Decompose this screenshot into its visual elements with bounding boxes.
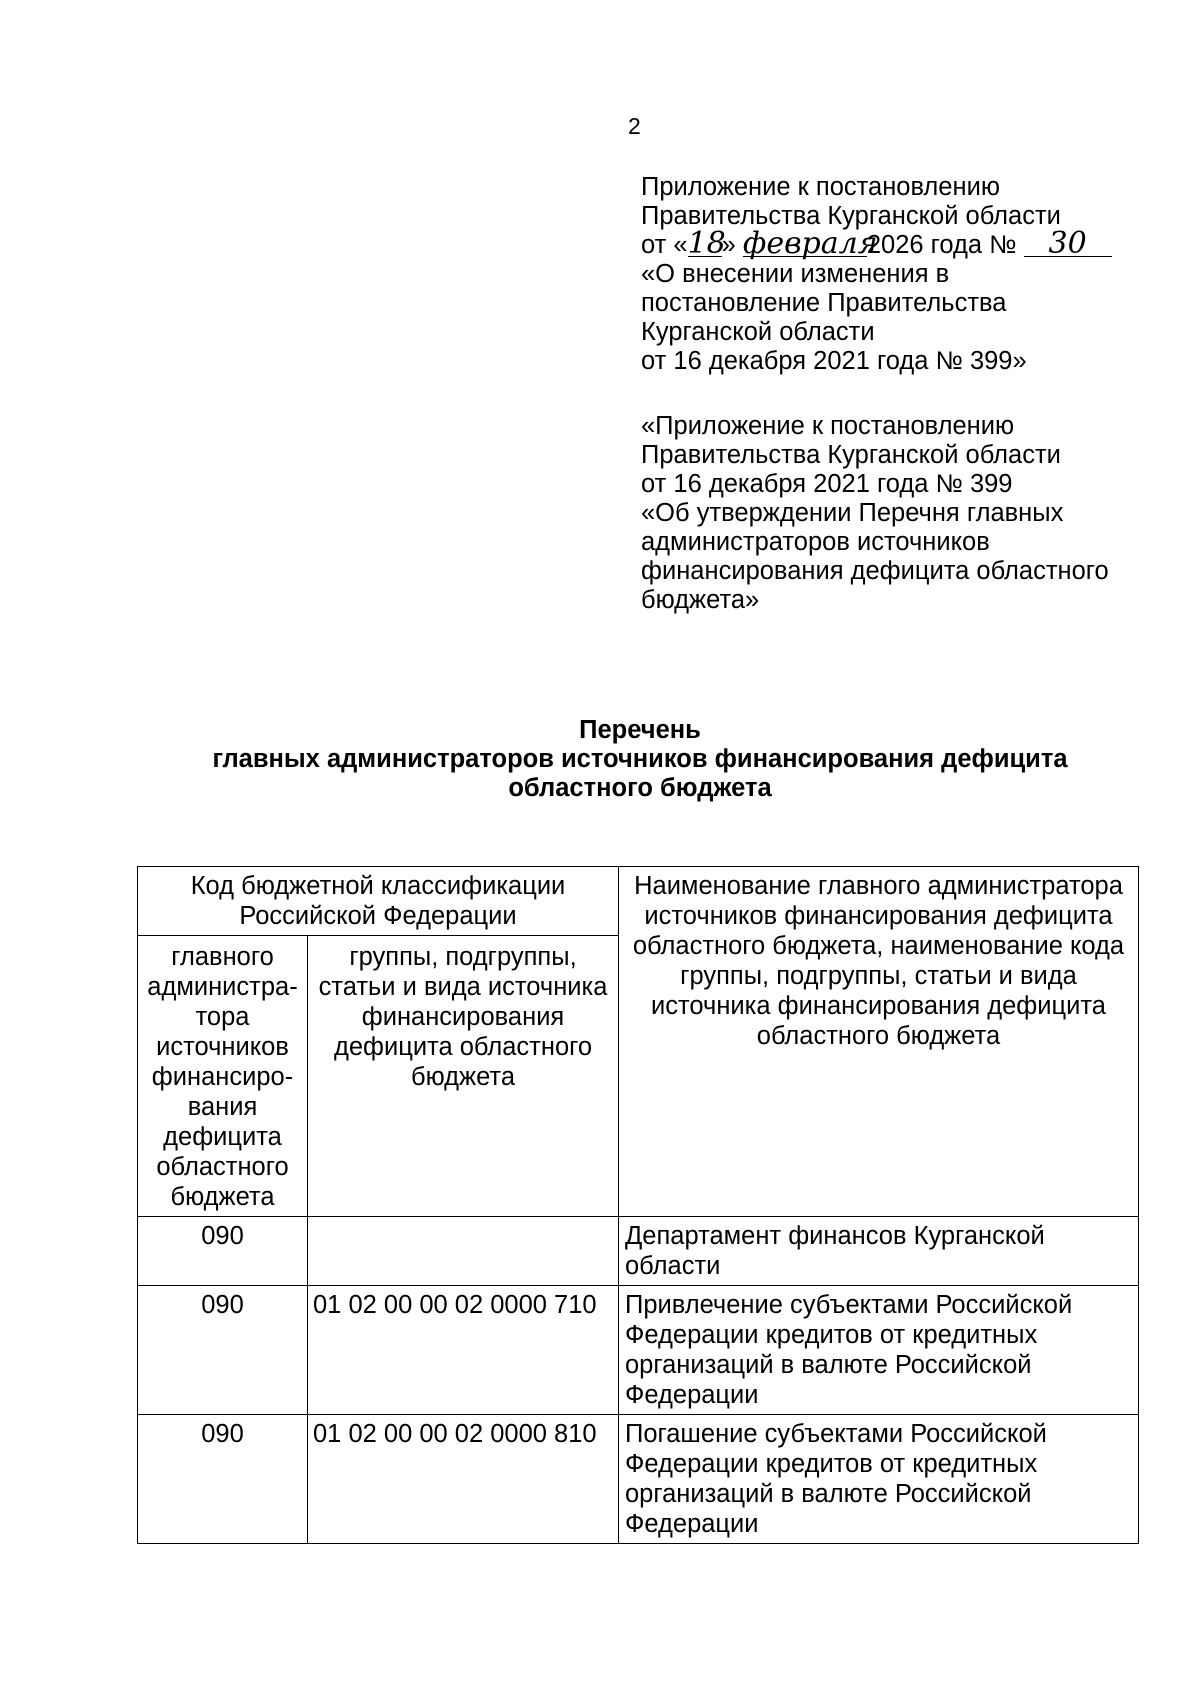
header-line: источника финансирования дефицита [651, 992, 1106, 1020]
name-line: Федерации [625, 1381, 759, 1409]
header-line: Наименование главного администратора [634, 872, 1123, 900]
table-row [138, 1217, 1139, 1286]
name-line: Федерации [625, 1510, 759, 1538]
appendix-line: от 16 декабря 2021 года № 399» [641, 347, 1027, 375]
header-code-group [138, 867, 619, 936]
header-line: областного [156, 1153, 289, 1181]
name-line: Федерации кредитов от кредитных [625, 1321, 1038, 1349]
header-line: бюджета [170, 1183, 275, 1211]
original-appendix-line: «Об утверждении Перечня главных [641, 499, 1064, 527]
handwritten-number: 30 [1024, 232, 1112, 257]
table-row [138, 1286, 1139, 1415]
title-line: областного бюджета [508, 774, 772, 802]
appendix-line: постановление Правительства [641, 289, 1007, 317]
name-line: области [625, 1252, 721, 1280]
name-line: Погашение субъектами Российской [625, 1420, 1047, 1448]
header-line: тора [195, 1003, 250, 1031]
header-line: администра- [147, 973, 298, 1001]
appendix-header [641, 173, 1112, 376]
source-code-cell [308, 1217, 619, 1286]
name-line: организаций в валюте Российской [625, 1351, 1032, 1379]
header-line: вания [187, 1093, 258, 1121]
original-appendix-line: от 16 декабря 2021 года № 399 [641, 470, 1013, 498]
header-line: группы, подгруппы, [349, 943, 577, 971]
header-line: Российской Федерации [239, 902, 517, 930]
header-line: главного [171, 943, 274, 971]
admin-code-cell: 090 [138, 1217, 308, 1286]
header-admin-column [138, 936, 308, 1217]
page-number: 2 [628, 113, 641, 139]
name-cell [619, 1415, 1139, 1544]
header-source-code-column [308, 936, 619, 1217]
header-line: дефицита областного [333, 1033, 593, 1061]
header-line: финансирования [361, 1003, 565, 1031]
header-line: Код бюджетной классификации [190, 872, 566, 900]
name-cell [619, 1286, 1139, 1415]
header-line: источников финансирования дефицита [644, 902, 1113, 930]
header-line: статьи и вида источника [318, 973, 608, 1001]
header-name-column [619, 867, 1139, 1217]
document-title [0, 716, 1200, 803]
handwritten-month: февраля [742, 226, 878, 261]
header-line: областного бюджета, наименование кода [632, 932, 1125, 960]
original-appendix-line: администраторов источников [641, 528, 990, 556]
original-appendix-line: финансирования дефицита областного [641, 557, 1109, 585]
year-text: 2026 года № [866, 231, 1017, 259]
original-appendix-line: Правительства Курганской области [641, 441, 1061, 469]
appendix-line: Правительства Курганской области [641, 202, 1061, 230]
source-code-cell: 01 02 00 00 02 0000 710 [308, 1286, 619, 1415]
header-line: группы, подгруппы, статьи и вида [680, 962, 1077, 990]
original-appendix-header [641, 412, 1109, 615]
name-line: Департамент финансов Курганской [625, 1222, 1045, 1250]
title-line: главных администраторов источников финансирования дефицита [212, 745, 1068, 773]
source-code-cell: 01 02 00 00 02 0000 810 [308, 1415, 619, 1544]
table-header-row [138, 867, 1139, 936]
header-line: финансиро- [151, 1063, 294, 1091]
admin-code-cell: 090 [138, 1286, 308, 1415]
original-appendix-line: «Приложение к постановлению [641, 412, 1015, 440]
admin-code-cell: 090 [138, 1415, 308, 1544]
header-line: источников [156, 1033, 289, 1061]
title-line: Перечень [579, 716, 701, 744]
original-appendix-line: бюджета» [641, 586, 760, 614]
header-line: областного бюджета [756, 1022, 1001, 1050]
name-cell [619, 1217, 1139, 1286]
appendix-line: Курганской области [641, 318, 875, 346]
administrators-table [137, 866, 1139, 1544]
header-line: бюджета [410, 1063, 516, 1091]
appendix-line: Приложение к постановлению [641, 173, 1000, 201]
table-row [138, 1415, 1139, 1544]
appendix-date-line [641, 226, 1112, 261]
quote-close: » [721, 231, 736, 259]
name-line: Федерации кредитов от кредитных [625, 1450, 1038, 1478]
name-line: Привлечение субъектами Российской [625, 1291, 1073, 1319]
handwritten-day: 18 [687, 226, 726, 261]
date-prefix: от « [641, 231, 688, 259]
appendix-line: «О внесении изменения в [641, 260, 950, 288]
name-line: организаций в валюте Российской [625, 1480, 1032, 1508]
header-line: дефицита [163, 1123, 282, 1151]
